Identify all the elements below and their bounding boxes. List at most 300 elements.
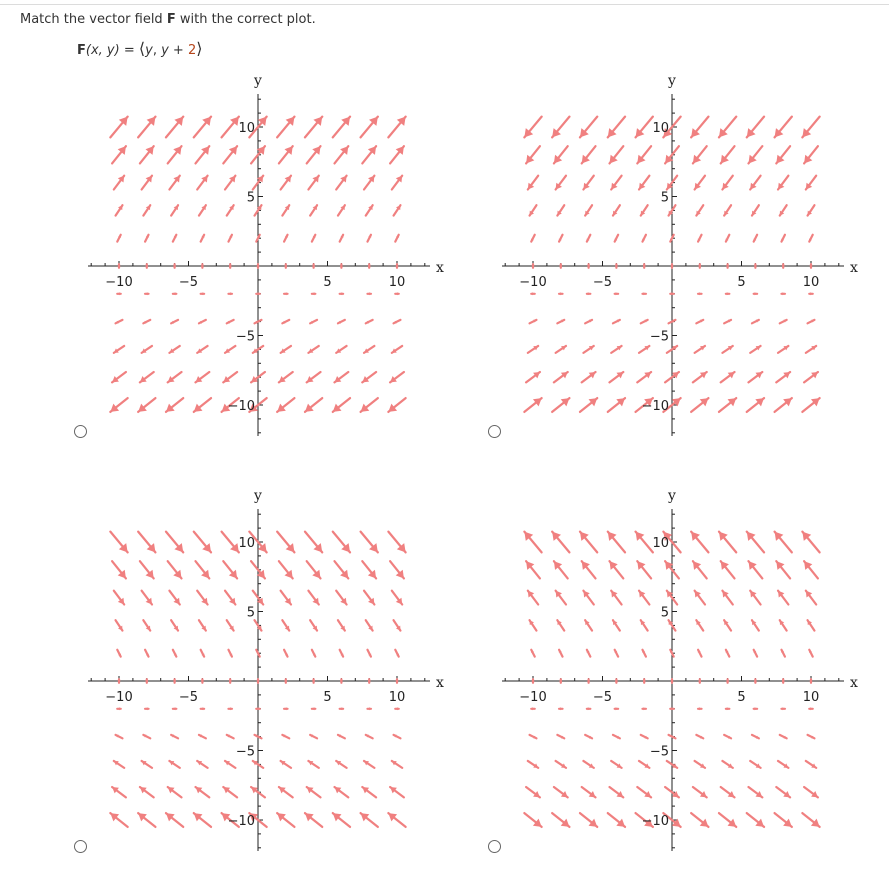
field-arrow <box>556 176 566 190</box>
field-arrow <box>614 650 618 657</box>
field-arrow <box>778 591 788 605</box>
field-arrow <box>719 532 736 553</box>
y-tick-label: −5 <box>235 744 255 760</box>
field-arrow <box>396 679 399 682</box>
field-arrow <box>110 398 127 412</box>
field-arrow <box>754 707 757 710</box>
field-arrow <box>726 679 729 682</box>
field-arrow <box>719 398 736 412</box>
field-arrow <box>754 264 757 267</box>
field-arrow <box>637 561 651 578</box>
field-arrow <box>698 292 701 295</box>
field-arrow <box>693 146 707 163</box>
field-arrow <box>308 591 318 605</box>
field-arrow <box>166 398 183 412</box>
field-arrow <box>143 320 150 324</box>
field-arrow <box>671 679 674 682</box>
field-arrow <box>282 205 289 215</box>
field-arrow <box>142 176 152 190</box>
radio-option-b[interactable] <box>488 425 501 438</box>
field-arrow <box>810 264 813 267</box>
vector-field-plot <box>494 477 889 857</box>
field-arrow <box>394 205 401 215</box>
field-arrow <box>201 650 205 657</box>
field-arrow <box>693 561 707 578</box>
field-arrow <box>307 787 321 797</box>
field-arrow <box>754 679 757 682</box>
field-arrow <box>173 264 176 267</box>
field-arrow <box>671 264 674 267</box>
field-arrow <box>197 346 207 353</box>
field-arrow <box>229 679 232 682</box>
field-arrow <box>114 761 124 768</box>
field-arrow <box>173 707 176 710</box>
x-tick-label: 10 <box>388 690 406 705</box>
field-arrow <box>559 292 562 295</box>
field-arrow <box>138 532 155 553</box>
field-arrow <box>583 591 593 605</box>
field-arrow <box>118 264 121 267</box>
field-arrow <box>310 620 317 630</box>
field-arrow <box>308 176 318 190</box>
field-arrow <box>557 620 564 630</box>
field-arrow <box>809 235 813 242</box>
y-tick-label: −5 <box>649 744 669 760</box>
field-arrow <box>197 591 207 605</box>
field-arrow <box>222 117 239 138</box>
field-arrow <box>611 346 621 353</box>
field-arrow <box>724 620 731 630</box>
field-arrow <box>775 398 792 412</box>
field-arrow <box>312 707 315 710</box>
field-arrow <box>754 292 757 295</box>
field-arrow <box>225 761 235 768</box>
field-arrow <box>340 292 343 295</box>
field-arrow <box>559 707 562 710</box>
field-arrow <box>698 235 702 242</box>
field-arrow <box>532 679 535 682</box>
field-arrow <box>114 591 124 605</box>
field-arrow <box>195 146 209 163</box>
field-arrow <box>696 735 703 739</box>
field-arrow <box>528 176 538 190</box>
field-arrow <box>166 117 183 138</box>
x-tick-label: −10 <box>105 690 133 705</box>
field-arrow <box>585 320 592 324</box>
field-arrow <box>693 372 707 382</box>
field-arrow <box>394 620 401 630</box>
field-arrow <box>781 707 784 710</box>
radio-option-d[interactable] <box>488 840 501 853</box>
field-arrow <box>201 707 204 710</box>
field-arrow <box>722 346 732 353</box>
field-arrow <box>284 707 287 710</box>
field-arrow <box>552 813 569 827</box>
field-arrow <box>173 235 177 242</box>
field-arrow <box>615 264 618 267</box>
field-arrow <box>140 372 154 382</box>
field-arrow <box>223 561 237 578</box>
plot-option-b <box>494 62 889 442</box>
field-arrow <box>361 813 378 827</box>
field-arrow <box>637 372 651 382</box>
field-arrow <box>284 679 287 682</box>
field-arrow <box>747 398 764 412</box>
field-arrow <box>169 761 179 768</box>
field-arrow <box>284 264 287 267</box>
y-tick-label: −5 <box>649 329 669 345</box>
y-tick-label: 10 <box>238 121 255 136</box>
field-arrow <box>552 532 569 553</box>
field-arrow <box>340 707 343 710</box>
field-arrow <box>367 235 371 242</box>
field-arrow <box>338 735 345 739</box>
field-arrow <box>361 532 378 553</box>
field-arrow <box>222 532 239 553</box>
field-arrow <box>333 813 350 827</box>
field-arrow <box>312 679 315 682</box>
field-arrow <box>641 735 648 739</box>
field-arrow <box>776 372 790 382</box>
field-arrow <box>361 117 378 138</box>
field-arrow <box>307 561 321 578</box>
field-arrow <box>693 787 707 797</box>
field-arrow <box>201 235 205 242</box>
field-arrow <box>140 787 154 797</box>
field-arrow <box>721 561 735 578</box>
field-arrow <box>695 591 705 605</box>
field-arrow <box>556 591 566 605</box>
y-tick-label: 10 <box>652 536 669 551</box>
field-arrow <box>362 561 376 578</box>
y-tick-label: 10 <box>238 536 255 551</box>
field-arrow <box>199 620 206 630</box>
field-arrow <box>554 561 568 578</box>
field-arrow <box>559 235 563 242</box>
field-arrow <box>721 146 735 163</box>
field-arrow <box>307 146 321 163</box>
field-arrow <box>195 561 209 578</box>
x-tick-label: −5 <box>592 275 613 290</box>
field-arrow <box>780 320 787 324</box>
field-arrow <box>394 735 401 739</box>
field-arrow <box>277 532 294 553</box>
field-arrow <box>698 707 701 710</box>
field-arrow <box>334 372 348 382</box>
x-tick-label: 5 <box>737 275 746 290</box>
field-arrow <box>333 398 350 412</box>
y-tick-label: 5 <box>660 190 669 206</box>
field-arrow <box>169 346 179 353</box>
field-arrow <box>334 561 348 578</box>
field-arrow <box>279 561 293 578</box>
field-arrow <box>721 787 735 797</box>
field-arrow <box>366 620 373 630</box>
field-arrow <box>116 620 123 630</box>
field-arrow <box>554 787 568 797</box>
y-tick-label: −10 <box>227 399 255 414</box>
y-tick-label: −5 <box>235 329 255 345</box>
field-arrow <box>169 176 179 190</box>
field-arrow <box>194 398 211 412</box>
field-arrow <box>340 679 343 682</box>
x-tick-label: −5 <box>592 690 613 705</box>
field-arrow <box>305 813 322 827</box>
field-arrow <box>698 264 701 267</box>
field-arrow <box>142 591 152 605</box>
field-arrow <box>364 591 374 605</box>
field-arrow <box>804 561 818 578</box>
field-arrow <box>696 320 703 324</box>
field-arrow <box>615 292 618 295</box>
field-arrow <box>775 813 792 827</box>
field-arrow <box>199 735 206 739</box>
field-arrow <box>806 591 816 605</box>
field-arrow <box>334 146 348 163</box>
field-arrow <box>171 205 178 215</box>
field-arrow <box>559 650 563 657</box>
field-arrow <box>168 146 182 163</box>
field-arrow <box>116 205 123 215</box>
field-arrow <box>364 346 374 353</box>
field-arrow <box>806 761 816 768</box>
field-arrow <box>587 679 590 682</box>
x-tick-label: −10 <box>519 275 547 290</box>
field-arrow <box>392 346 402 353</box>
field-arrow <box>691 398 708 412</box>
field-arrow <box>117 707 120 710</box>
field-arrow <box>557 735 564 739</box>
field-arrow <box>802 532 819 553</box>
field-arrow <box>775 532 792 553</box>
field-arrow <box>752 620 759 630</box>
field-arrow <box>780 735 787 739</box>
field-arrow <box>388 813 405 827</box>
field-arrow <box>639 346 649 353</box>
field-arrow <box>747 813 764 827</box>
field-arrow <box>587 707 590 710</box>
field-arrow <box>580 117 597 138</box>
field-arrow <box>806 346 816 353</box>
field-arrow <box>333 117 350 138</box>
field-arrow <box>142 761 152 768</box>
field-arrow <box>392 761 402 768</box>
field-arrow <box>585 205 592 215</box>
field-arrow <box>197 761 207 768</box>
field-arrow <box>138 398 155 412</box>
field-arrow <box>362 787 376 797</box>
field-arrow <box>308 346 318 353</box>
field-arrow <box>116 735 123 739</box>
field-arrow <box>531 292 534 295</box>
field-arrow <box>145 679 148 682</box>
field-arrow <box>284 650 288 657</box>
field-arrow <box>642 707 645 710</box>
field-arrow <box>194 813 211 827</box>
field-arrow <box>530 320 537 324</box>
field-arrow <box>724 320 731 324</box>
field-arrow <box>804 146 818 163</box>
field-arrow <box>110 813 127 827</box>
x-tick-label: 5 <box>323 275 332 290</box>
field-arrow <box>587 235 591 242</box>
field-arrow <box>748 372 762 382</box>
field-arrow <box>114 176 124 190</box>
field-arrow <box>802 117 819 138</box>
field-arrow <box>282 320 289 324</box>
field-arrow <box>722 591 732 605</box>
field-arrow <box>312 650 316 657</box>
field-arrow <box>559 679 562 682</box>
field-arrow <box>747 532 764 553</box>
field-arrow <box>279 146 293 163</box>
field-arrow <box>608 813 625 827</box>
field-arrow <box>145 264 148 267</box>
field-arrow <box>395 292 398 295</box>
x-tick-label: −5 <box>178 275 199 290</box>
field-arrow <box>201 679 204 682</box>
field-arrow <box>810 679 813 682</box>
field-arrow <box>582 372 596 382</box>
field-arrow <box>333 532 350 553</box>
field-arrow <box>225 176 235 190</box>
field-arrow <box>225 591 235 605</box>
question-prompt: Match the vector field F with the correct plot. <box>20 12 316 27</box>
x-tick-label: 5 <box>737 690 746 705</box>
field-arrow <box>809 650 813 657</box>
field-arrow <box>110 532 127 553</box>
field-arrow <box>531 235 535 242</box>
field-arrow <box>142 346 152 353</box>
y-tick-label: −10 <box>227 814 255 829</box>
field-arrow <box>197 176 207 190</box>
field-arrow <box>366 320 373 324</box>
field-arrow <box>532 264 535 267</box>
field-arrow <box>312 292 315 295</box>
field-arrow <box>524 813 541 827</box>
field-arrow <box>554 372 568 382</box>
field-arrow <box>195 787 209 797</box>
field-arrow <box>366 735 373 739</box>
field-arrow <box>530 620 537 630</box>
radio-option-a[interactable] <box>74 425 87 438</box>
field-arrow <box>753 235 757 242</box>
field-arrow <box>223 146 237 163</box>
field-arrow <box>526 561 540 578</box>
field-arrow <box>748 561 762 578</box>
y-tick-label: −10 <box>641 399 669 414</box>
field-arrow <box>582 561 596 578</box>
field-arrow <box>395 707 398 710</box>
field-arrow <box>277 398 294 412</box>
field-arrow <box>642 650 646 657</box>
field-arrow <box>583 761 593 768</box>
x-tick-label: −10 <box>105 275 133 290</box>
field-arrow <box>809 292 812 295</box>
field-arrow <box>748 787 762 797</box>
field-arrow <box>528 591 538 605</box>
field-arrow <box>281 591 291 605</box>
field-arrow <box>338 620 345 630</box>
y-tick-label: −10 <box>641 814 669 829</box>
field-arrow <box>608 398 625 412</box>
field-arrow <box>110 117 127 138</box>
field-arrow <box>257 264 260 267</box>
field-arrow <box>140 146 154 163</box>
field-arrow <box>556 346 566 353</box>
field-arrow <box>530 735 537 739</box>
field-arrow <box>117 650 121 657</box>
field-arrow <box>613 320 620 324</box>
field-arrow <box>362 372 376 382</box>
field-arrow <box>338 320 345 324</box>
field-arrow <box>781 235 785 242</box>
field-arrow <box>305 532 322 553</box>
field-arrow <box>750 346 760 353</box>
field-arrow <box>368 679 371 682</box>
field-arrow <box>112 787 126 797</box>
field-arrow <box>281 346 291 353</box>
field-arrow <box>611 591 621 605</box>
field-arrow <box>808 320 815 324</box>
field-arrow <box>256 707 259 710</box>
field-arrow <box>284 292 287 295</box>
field-arrow <box>367 650 371 657</box>
field-arrow <box>557 205 564 215</box>
field-arrow <box>781 292 784 295</box>
field-arrow <box>726 235 730 242</box>
field-arrow <box>229 264 232 267</box>
field-arrow <box>145 707 148 710</box>
field-arrow <box>639 176 649 190</box>
field-arrow <box>388 117 405 138</box>
field-arrow <box>117 292 120 295</box>
field-arrow <box>778 761 788 768</box>
field-arrow <box>637 146 651 163</box>
field-arrow <box>312 264 315 267</box>
x-tick-label: 5 <box>323 690 332 705</box>
field-arrow <box>670 707 673 710</box>
radio-option-c[interactable] <box>74 840 87 853</box>
field-arrow <box>166 813 183 827</box>
field-arrow <box>557 320 564 324</box>
field-arrow <box>583 176 593 190</box>
field-arrow <box>585 620 592 630</box>
field-arrow <box>643 264 646 267</box>
field-arrow <box>334 787 348 797</box>
field-arrow <box>223 372 237 382</box>
field-arrow <box>390 561 404 578</box>
field-arrow <box>284 235 288 242</box>
field-arrow <box>750 591 760 605</box>
y-tick-label: 10 <box>652 121 669 136</box>
field-arrow <box>531 707 534 710</box>
field-arrow <box>396 264 399 267</box>
field-arrow <box>281 761 291 768</box>
field-arrow <box>225 346 235 353</box>
field-arrow <box>696 620 703 630</box>
field-arrow <box>388 398 405 412</box>
plot-option-c <box>80 477 510 857</box>
field-arrow <box>748 146 762 163</box>
field-arrow <box>580 398 597 412</box>
field-arrow <box>696 205 703 215</box>
field-arrow <box>778 346 788 353</box>
field-arrow <box>613 620 620 630</box>
field-arrow <box>305 398 322 412</box>
field-arrow <box>750 176 760 190</box>
field-arrow <box>394 320 401 324</box>
